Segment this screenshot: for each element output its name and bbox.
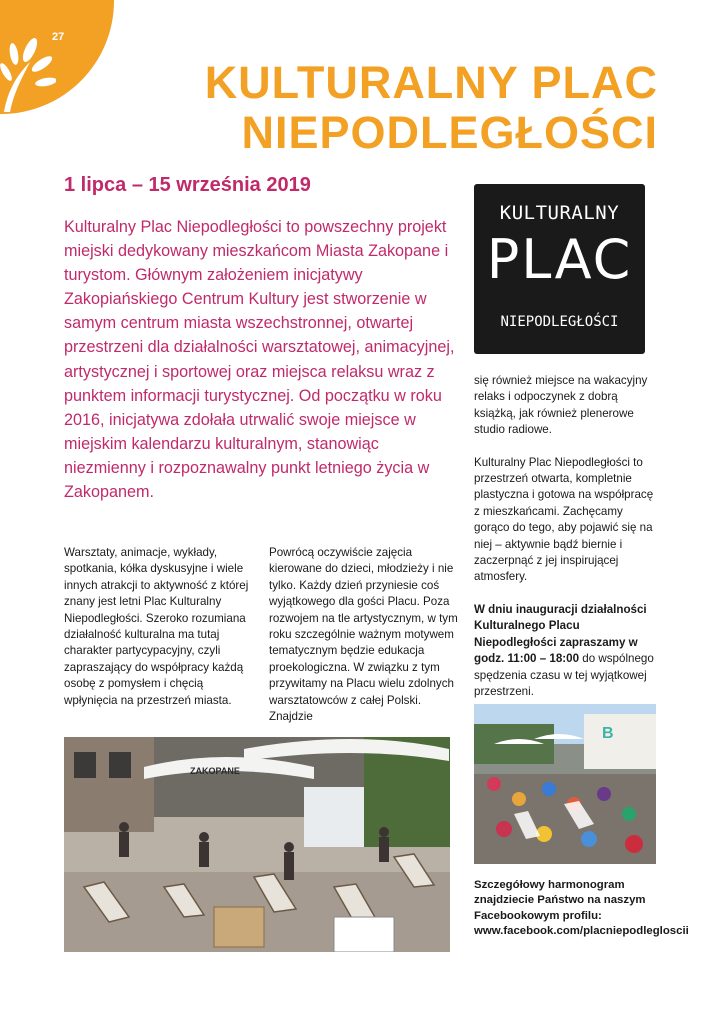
title-line-1: KULTURALNY PLAC bbox=[204, 57, 658, 108]
column-2-text: Powrócą oczywiście zajęcia kierowane do dzieci, młodzieży i nie tylko. Każdy dzień przyniesie coś wyjątkowego dla gości Placu. Poza rozwojem na tle artystycznym, w tym roku szczególnie ważnym motywem tematycznym będzie edukacja proekologiczna. W związku z tym przywitamy na Placu wielu zdolnych warsztatowców z całej Polski. Znajdzie bbox=[269, 546, 458, 724]
logo-mark: B bbox=[602, 725, 614, 742]
column-3-paragraph-2: Kulturalny Plac Niepodległości to przestrzeń otwarta, kompletnie plastyczna i gotowa na współpracę z mieszkańcami. Zachęcamy gorąco do tego, aby pojawić się na niej – aktywnie bądź biernie i zaczerpnąć z jej inspirującej atmosfery. bbox=[474, 455, 654, 584]
page-title bbox=[205, 58, 658, 158]
lead-paragraph: Kulturalny Plac Niepodległości to powszechny projekt miejski dedykowany mieszkańcom Miasta Zakopane i turystom. Głównym założeniem inicjatywy Zakopiańskiego Centrum Kultury jest stworzenie w samym centrum miasta wszechstronnej, otwartej przestrzeni dla działalności warsztatowej, animacyjnej, artystycznej i sportowej oraz miejsca relaksu wraz z punktem informacji turystycznej. Od początku w roku 2016, inicjatywa zdołała utrwalić swoje miejsce w miejskim kalendarzu kulturalnym, stanowiąc niezmienny i rozpoznawalny punkt letniego życia w Zakopanem. bbox=[64, 218, 455, 502]
square-photo bbox=[64, 737, 450, 952]
column-3-paragraph-1: się również miejsce na wakacyjny relaks i odpoczynek z dobrą książką, jak również plenerowe studio radiowe. bbox=[474, 374, 648, 437]
column-1-text: Warsztaty, animacje, wykłady, spotkania, kółka dyskusyjne i wiele innych atrakcji to aktywność z której znany jest letni Plac Kulturalny Niepodległości. Szeroko rozumiana działalność kulturalna ma tutaj charakter partycypacyjny, czyli zapraszający do współpracy każdą osobę z pomysłem i chęcią wpłynięcia na przestrzeń miasta. bbox=[64, 546, 249, 707]
body-column-1 bbox=[64, 545, 254, 725]
logo-line-3: NIEPODLEGŁOŚCI bbox=[500, 314, 619, 330]
event-date: 1 lipca – 15 września 2019 bbox=[64, 174, 311, 196]
wheat-icon bbox=[0, 34, 56, 112]
event-logo bbox=[474, 184, 645, 354]
title-line-2: NIEPODLEGŁOŚCI bbox=[241, 107, 658, 158]
logo-line-1: KULTURALNY bbox=[499, 202, 620, 224]
body-column-3 bbox=[474, 373, 654, 716]
inauguration-rest: do wspólnego spędzenia czasu w tej wyjątkowej przestrzeni. bbox=[474, 652, 654, 698]
column-3-paragraph-3 bbox=[474, 602, 654, 700]
logo-line-2: PLAC bbox=[486, 228, 633, 291]
page-number: 27 bbox=[52, 31, 65, 43]
facebook-caption: Szczegółowy harmonogram znajdziecie Państwo na naszym Facebookowym profilu: www.facebook.com/placniepodlegloscii bbox=[474, 879, 689, 938]
umbrella-text: ZAKOPANE bbox=[190, 766, 240, 776]
inauguration-highlight: W dniu inauguracji działalności Kulturalnego Placu Niepodległości zapraszamy w godz. 11:00 – 18:00 bbox=[474, 602, 647, 666]
audience-photo bbox=[474, 704, 656, 864]
body-column-2 bbox=[269, 545, 459, 741]
